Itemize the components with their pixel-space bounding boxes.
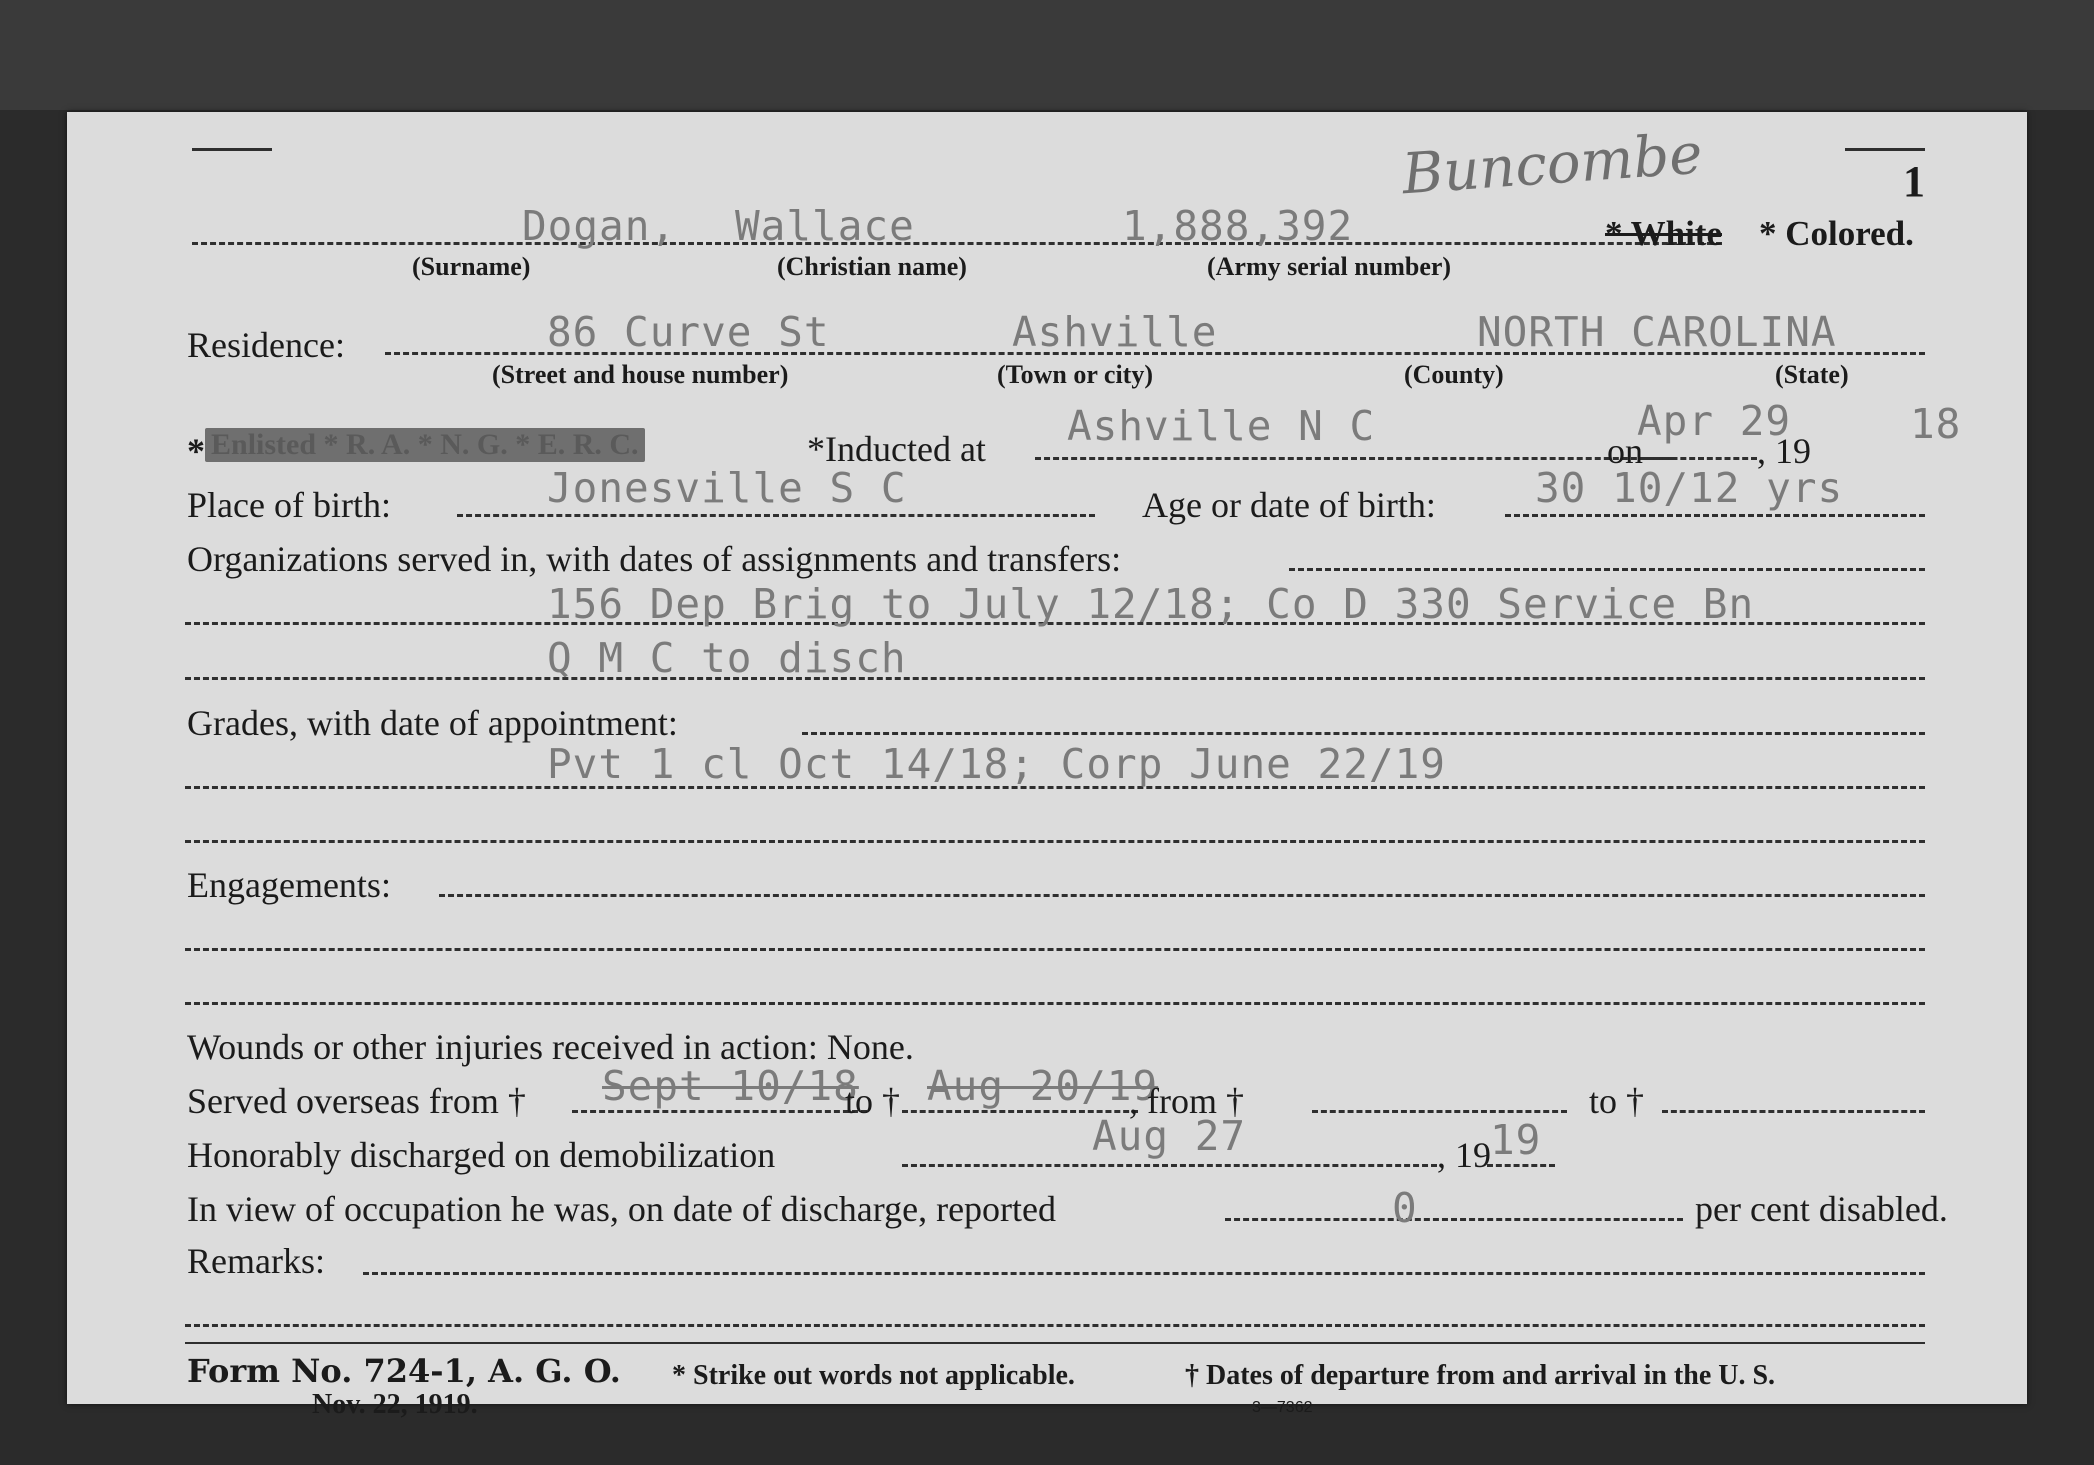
name-line bbox=[192, 242, 1722, 245]
enlistment-status-redacted: Enlisted * R. A. * N. G. * E. R. C. bbox=[205, 428, 645, 462]
service-record-card bbox=[67, 112, 2027, 1420]
discharge-year-label: , 19 bbox=[1437, 1135, 1491, 1175]
organizations-value-1: 156 Dep Brig to July 12/18; Co D 330 Service Bn bbox=[547, 580, 1755, 628]
overseas-from-line bbox=[572, 1110, 867, 1113]
inducted-year-value: 18 bbox=[1910, 400, 1962, 448]
organizations-line-2 bbox=[185, 677, 1925, 680]
caption-street: (Street and house number) bbox=[492, 360, 789, 389]
caption-surname: (Surname) bbox=[412, 252, 531, 281]
footer-rule bbox=[185, 1342, 1925, 1344]
residence-label: Residence: bbox=[187, 325, 345, 365]
serial-number-value: 1,888,392 bbox=[1122, 202, 1354, 250]
organizations-value-2: Q M C to disch bbox=[547, 634, 907, 682]
surname-value: Dogan, bbox=[522, 202, 677, 250]
engagements-label: Engagements: bbox=[187, 865, 391, 905]
wounds-label: Wounds or other injuries received in action: None. bbox=[187, 1027, 914, 1067]
state-value: NORTH CAROLINA bbox=[1477, 308, 1837, 356]
white-label: * White bbox=[1605, 214, 1722, 253]
print-code: 3—7362 bbox=[1252, 1399, 1313, 1416]
scanner-background bbox=[0, 0, 2094, 110]
engagements-line-0 bbox=[439, 894, 1925, 897]
overseas-from2-line bbox=[1312, 1110, 1567, 1113]
footnote-dates: † Dates of departure from and arrival in the U. S. bbox=[1185, 1360, 1776, 1391]
overseas-to2-label: to † bbox=[1589, 1081, 1645, 1121]
inducted-place-line bbox=[1035, 457, 1673, 460]
grades-line-2 bbox=[185, 840, 1925, 843]
disability-label: In view of occupation he was, on date of discharge, reported bbox=[187, 1189, 1057, 1229]
overseas-from-value: Sept 10/18 bbox=[602, 1062, 859, 1110]
overseas-to-label: to † bbox=[845, 1081, 901, 1121]
footnote-strike-out: * Strike out words not applicable. bbox=[672, 1360, 1075, 1391]
caption-town: (Town or city) bbox=[997, 360, 1153, 389]
form-number: Form No. 724-1, A. G. O. bbox=[187, 1352, 621, 1390]
grades-label: Grades, with date of appointment: bbox=[187, 703, 678, 743]
christian-name-value: Wallace bbox=[735, 202, 915, 250]
discharge-label: Honorably discharged on demobilization bbox=[187, 1135, 776, 1175]
sheet-number: 1 bbox=[1903, 157, 1925, 206]
overseas-from2-label: , from † bbox=[1129, 1081, 1244, 1121]
colored-label: * Colored. bbox=[1759, 214, 1914, 253]
grades-value: Pvt 1 cl Oct 14/18; Corp June 22/19 bbox=[547, 740, 1446, 788]
inducted-date-line bbox=[1645, 457, 1757, 460]
form-date: Nov. 22, 1919. bbox=[312, 1389, 478, 1420]
caption-serial-number: (Army serial number) bbox=[1207, 252, 1452, 281]
inducted-at-label: *Inducted at bbox=[807, 429, 986, 469]
caption-county: (County) bbox=[1404, 360, 1504, 389]
overseas-to2-line bbox=[1662, 1110, 1925, 1113]
place-of-birth-value: Jonesville S C bbox=[547, 464, 907, 512]
remarks-line-1 bbox=[185, 1324, 1925, 1327]
age-label: Age or date of birth: bbox=[1142, 485, 1436, 525]
disability-suffix: per cent disabled. bbox=[1695, 1189, 1948, 1229]
year-label: , 19 bbox=[1757, 431, 1811, 471]
age-value: 30 10/12 yrs bbox=[1535, 464, 1844, 512]
discharge-year-line bbox=[1487, 1164, 1555, 1167]
served-overseas-label: Served overseas from † bbox=[187, 1081, 526, 1121]
discharge-date-line bbox=[902, 1164, 1437, 1167]
on-label: on bbox=[1607, 431, 1643, 471]
disability-value: 0 bbox=[1392, 1184, 1418, 1232]
status-asterisk: * bbox=[187, 431, 205, 471]
corner-rule-left bbox=[192, 148, 272, 151]
remarks-line-0 bbox=[363, 1272, 1925, 1275]
county-handwritten-note: Buncombe bbox=[1400, 121, 1705, 208]
corner-rule-right bbox=[1845, 148, 1925, 151]
remarks-label: Remarks: bbox=[187, 1241, 325, 1281]
disability-line bbox=[1225, 1218, 1683, 1221]
discharge-date-value: Aug 27 bbox=[1092, 1112, 1247, 1160]
inducted-place-value: Ashville N C bbox=[1067, 402, 1376, 450]
organizations-label: Organizations served in, with dates of assignments and transfers: bbox=[187, 539, 1122, 579]
engagements-line-2 bbox=[185, 1002, 1925, 1005]
engagements-line-1 bbox=[185, 948, 1925, 951]
inducted-date-value: Apr 29 bbox=[1637, 397, 1792, 445]
caption-state: (State) bbox=[1775, 360, 1849, 389]
discharge-year-value: 19 bbox=[1490, 1116, 1542, 1164]
street-value: 86 Curve St bbox=[547, 308, 830, 356]
age-line bbox=[1505, 514, 1925, 517]
place-of-birth-line bbox=[457, 514, 1095, 517]
caption-christian-name: (Christian name) bbox=[777, 252, 967, 281]
organizations-line-0 bbox=[1289, 568, 1925, 571]
overseas-to-value: Aug 20/19 bbox=[927, 1062, 1159, 1110]
place-of-birth-label: Place of birth: bbox=[187, 485, 391, 525]
town-value: Ashville bbox=[1012, 308, 1218, 356]
grades-line-0 bbox=[802, 732, 1925, 735]
